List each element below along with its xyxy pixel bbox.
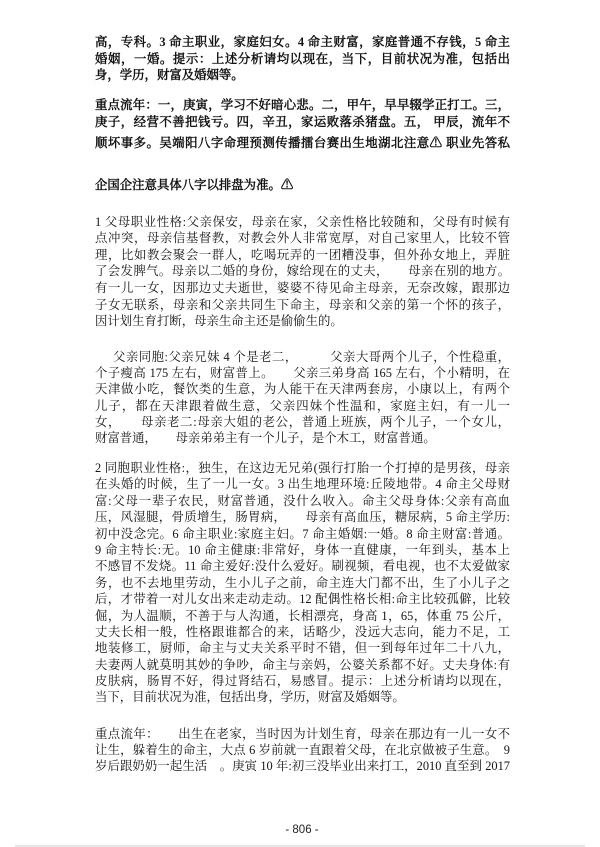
text-line: 子女无联系，母亲和父亲共同生下命主，母亲和父亲的第一个怀的孩子， [95, 297, 510, 312]
text-line-with-warning-icon: 企国企注意具体八字以排盘为准。⚠ [95, 178, 294, 192]
text-line: 岁后跟奶奶一起生活 。庚寅 10 年:初三没毕业出来打工，2010 直至到 2017 [95, 758, 510, 773]
text-line: 财富普通， 母亲弟弟主有一个儿子，是个木工，财富普通。 [95, 430, 436, 445]
text-line: 初中没念完。6 命主职业:家庭主妇。7 命主婚姻:一婚。8 命主财富:普通。 [95, 526, 510, 541]
text-line: 务，也不去地里劳动，生小儿子之前，命主连大门都不出，生了小儿子之 [95, 575, 510, 590]
text-line: 婚姻，一婚。提示：上述分析请均以现在，当下，目前状况为准，包括出 [95, 51, 510, 66]
text-line: 女， 母亲老二:母亲大姐的老公，普通上班族，两个儿子，一个女儿， [95, 414, 510, 429]
text-line: 身，学历，财富及婚姻等。 [95, 68, 244, 82]
text-line: 地装修工，厨师，命主与丈夫关系平时不错，但一到每年过年二十八九， [95, 641, 510, 656]
text-line: 理，比如教会聚会一群人，吃喝玩弄的一团糟没事，但外孙女地上，弄脏 [95, 247, 510, 262]
text-line: 9 命主特长:无。10 命主健康:非常好，身体一直健康，一年到头，基本上 [95, 542, 510, 557]
text-line: 重点流年： 出生在老家，当时因为计划生育，母亲在那边有一儿一女不 [95, 727, 510, 741]
paragraph-summary-continuation [95, 34, 510, 84]
text-line: 庚子，经营不善把钱亏。四，辛丑，家运败落杀猪盘。五， 甲辰，流年不 [95, 114, 510, 129]
text-line: 倔，为人温顺，不善于与人沟通，长相漂亮，身高 1，65，体重 75 公斤， [95, 608, 510, 623]
text-line: 高，专科。3 命主职业，家庭妇女。4 命主财富，家庭普通不存钱，5 命主 [95, 35, 510, 49]
text-line: 了会发脾气。母亲以二婚的身份，嫁给现在的丈夫， 母亲在别的地方。 [95, 264, 510, 279]
text-line: 压，风湿腿，骨质增生，肠胃病， 母亲有高血压，糖尿病，5 命主学历: [95, 510, 510, 525]
text-line: 不感冒不发烧。11 命主爱好:没什么爱好。刷视频，看电视，也不太爱做家 [95, 559, 510, 574]
paragraph-key-years-detail [95, 727, 510, 774]
text-line: 1 父母职业性格:父亲保安，母亲在家，父亲性格比较随和，父母有时候有 [95, 214, 510, 229]
text-line: 当下，目前状况为准，包括出身，学历，财富及婚姻等。 [95, 690, 405, 705]
text-line: 有一儿一女，因那边丈夫逝世，婆婆不待见命主母亲，无奈改嫁，跟那边 [95, 281, 510, 296]
text-line: 重点流年：一，庚寅，学习不好暗心悲。二，甲午，早早辍学正打工。三， [95, 97, 510, 112]
text-line: 富:父母一辈子农民，财富普通，没什么收入。命主父母身体:父亲有高血 [95, 493, 510, 508]
text-line: 儿子，都在天津跟着做生意，父亲四妹个性温和，家庭主妇，有一儿一 [95, 398, 510, 413]
text-line: 个子瘦高 175 左右，财富普上。 父亲三弟身高 165 左右，个小精明，在 [95, 366, 510, 381]
paragraph-notice [95, 177, 510, 194]
text-line: 夫妻两人就莫明其妙的争吵，命主与亲妈，公婆关系都不好。丈夫身体:有 [95, 657, 510, 672]
text-line: 2 同胞职业性格:，独生，在这边无兄弟(强行打胎一个打掉的是男孩，母亲 [95, 461, 510, 475]
paragraph-key-years-summary [95, 97, 510, 152]
text-line: 丈夫长相一般，性格跟谁都合的来，话略少，没远大志向，能力不足，工 [95, 624, 510, 639]
text-line: 在头婚的时候，生了一儿一女。3 出生地理环境:丘陵地带。4 命主父母财 [95, 477, 510, 492]
page-number: - 806 - [285, 824, 319, 836]
paragraph-siblings-and-subject-details [95, 460, 510, 706]
text-line-with-warning-icon: 顺坏事多。吴端阳八字命理预测传播擂台赛出生地湖北注意⚠ 职业先答私 [95, 135, 510, 150]
text-line: 点冲突，母亲信基督教，对教会外人非常宽厚，对自己家里人，比较不管 [95, 231, 510, 246]
text-line: 后，才带着一对儿女出来走动走动。12 配偶性格长相:命主比较孤僻，比较 [95, 592, 510, 607]
paragraph-father-siblings [95, 349, 510, 446]
text-line: 让生，躲着生的命主，大点 6 岁前就一直跟着父母，在北京做被子生意。 9 [95, 742, 510, 757]
text-line: 天津做小吃，餐饮类的生意，为人能干在天津两套房，小康以上，有两个 [95, 382, 510, 397]
text-line: 皮肤病，肠胃不好，得过肾结石，易感冒。提示：上述分析请均以现在， [95, 674, 510, 689]
text-line: 父亲同胞:父亲兄妹 4 个是老二， 父亲大哥两个儿子，个性稳重， [113, 350, 510, 364]
text-line: 因计划生育打断，母亲生命主还是偷偷生的。 [95, 314, 343, 329]
paragraph-parents-occupation-personality [95, 214, 510, 330]
